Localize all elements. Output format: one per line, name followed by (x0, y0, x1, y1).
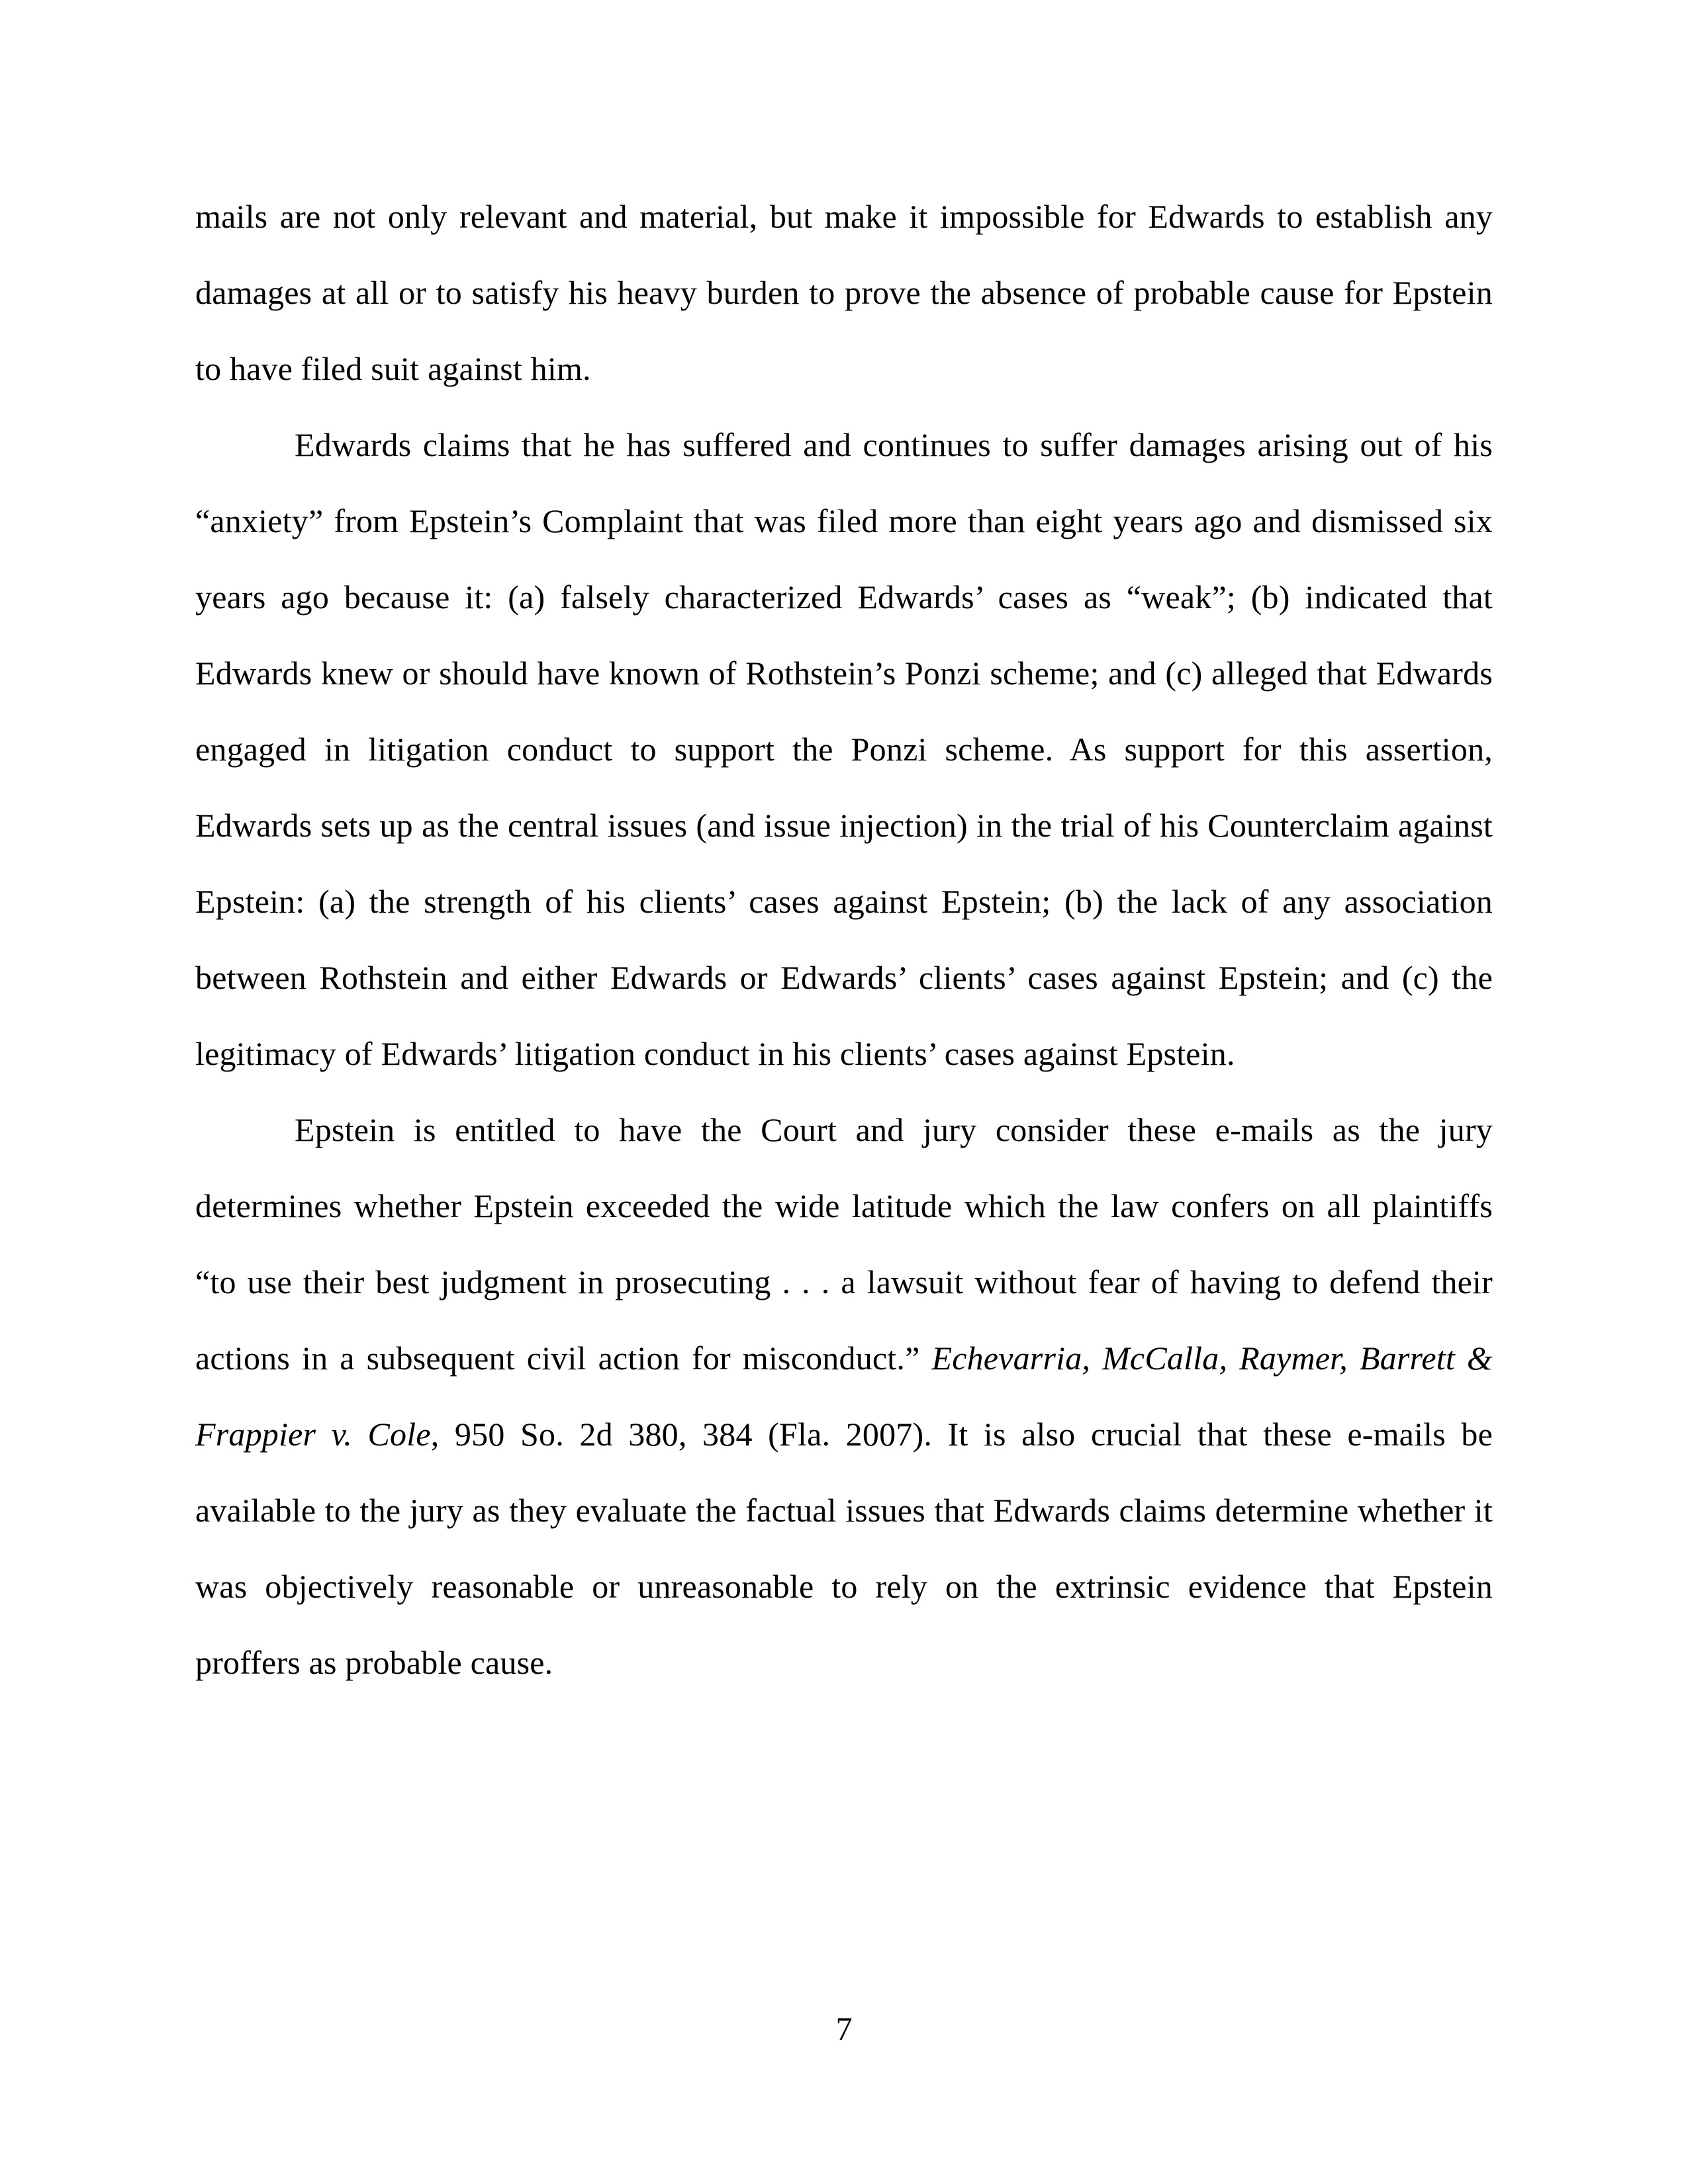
text-run: Epstein is entitled to have the Court and jury consider these e-mails as the jury determines whether Epstein exceeded the wide latitude which the law confers on all plaintiffs “to use their best judgment in prosecuting . . . a lawsuit without fear of having to defend their actions in a subsequent civil action for misconduct.” (195, 1111, 1493, 1377)
case-citation-italic: Echevarria, McCalla, Raymer, Barrett & Frappier v. Cole (195, 1340, 1493, 1453)
paragraph (195, 1092, 1493, 1701)
text-run: Edwards claims that he has suffered and continues to suffer damages arising out of his “anxiety” from Epstein’s Complaint that was filed more than eight years ago and dismissed six years ago because it: (a) falsely characterized Edwards’ cases as “weak”; (b) indicated that Edwards knew or should have known of Rothstein’s Ponzi scheme; and (c) alleged that Edwards engaged in litigation conduct to support the Ponzi scheme. As support for this assertion, Edwards sets up as the central issues (and issue injection) in the trial of his Counterclaim against Epstein: (a) the strength of his clients’ cases against Epstein; (b) the lack of any association between Rothstein and either Edwards or Edwards’ clients’ cases against Epstein; and (c) the legitimacy of Edwards’ litigation conduct in his clients’ cases against Epstein. (195, 426, 1493, 1072)
paragraph (195, 407, 1493, 1092)
text-run: , 950 So. 2d 380, 384 (Fla. 2007). It is also crucial that these e-mails be available to the jury as they evaluate the factual issues that Edwards claims determine whether it was objectively reasonable or unreasonable to rely on the extrinsic evidence that Epstein proffers as probable cause. (195, 1416, 1493, 1681)
page-footer (0, 2011, 1688, 2047)
body-text (195, 179, 1493, 1701)
paragraph (195, 179, 1493, 407)
page-number: 7 (835, 2010, 853, 2047)
text-run: mails are not only relevant and material, but make it impossible for Edwards to establish any damages at all or to satisfy his heavy burden to prove the absence of probable cause for Epstein to have filed suit against him. (195, 198, 1493, 387)
